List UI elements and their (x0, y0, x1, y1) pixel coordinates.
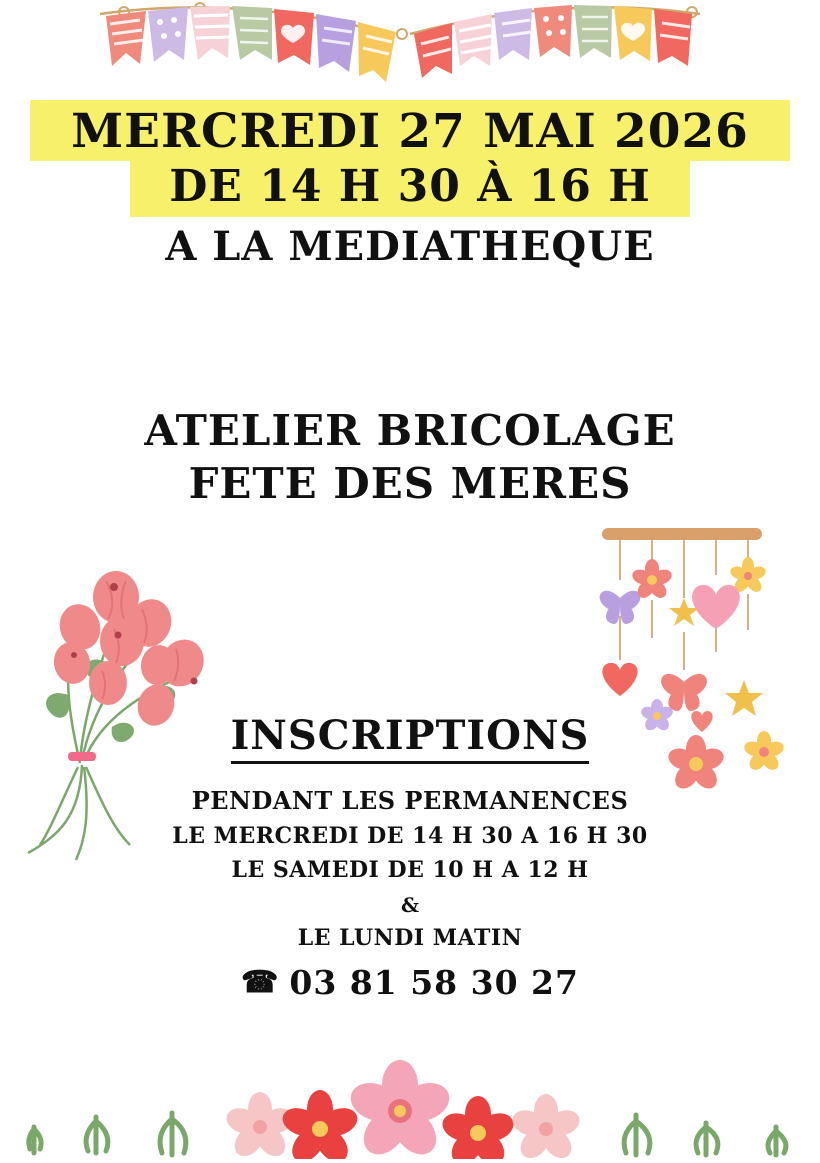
inscriptions-line2: LE MERCREDI DE 14 H 30 A 16 H 30 (172, 823, 648, 849)
inscriptions-line1: PENDANT LES PERMANENCES (191, 786, 629, 815)
telephone-icon: ☎ (241, 964, 280, 1000)
headline-place: A LA MEDIATHEQUE (165, 223, 655, 270)
phone-row (0, 963, 820, 1002)
flower-border-illustration (0, 1029, 820, 1159)
headline-block (0, 100, 820, 270)
inscriptions-line3: LE SAMEDI DE 10 H A 12 H (231, 857, 589, 883)
inscriptions-ampersand: & (400, 893, 420, 917)
event-title-block (0, 405, 820, 510)
event-title-line1: ATELIER BRICOLAGE (144, 406, 676, 455)
inscriptions-block (0, 712, 820, 1002)
headline-date: MERCREDI 27 MAI 2026 (30, 100, 790, 161)
headline-time: DE 14 H 30 À 16 H (130, 161, 690, 217)
inscriptions-heading: INSCRIPTIONS (231, 712, 590, 764)
inscriptions-heading-wrap (0, 712, 820, 764)
phone-number: 03 81 58 30 27 (289, 963, 579, 1002)
bunting-garland (0, 0, 820, 100)
inscriptions-line4: LE LUNDI MATIN (297, 925, 523, 951)
event-title-line2: FETE DES MERES (188, 458, 632, 508)
